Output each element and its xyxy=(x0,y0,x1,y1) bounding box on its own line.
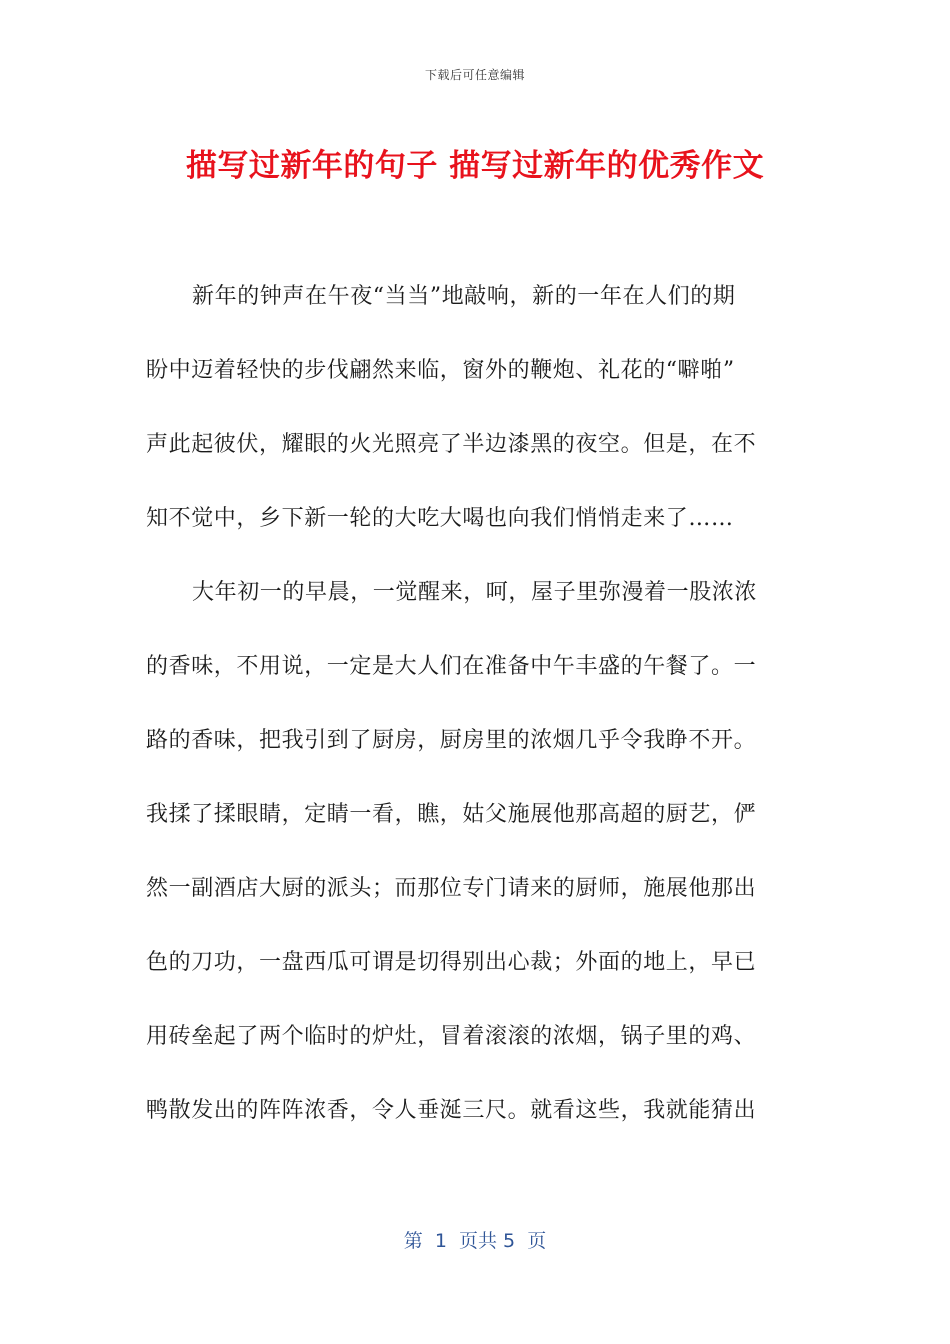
body-line: 的香味，不用说，一定是大人们在准备中午丰盛的午餐了。一 xyxy=(146,654,757,679)
body-line: 声此起彼伏，耀眼的火光照亮了半边漆黑的夜空。但是，在不 xyxy=(146,432,757,457)
body-line: 鸭散发出的阵阵浓香，令人垂涎三尺。就看这些，我就能猜出 xyxy=(146,1098,757,1123)
body-line: 路的香味，把我引到了厨房，厨房里的浓烟几乎令我睁不开。 xyxy=(146,728,757,753)
body-line: 盼中迈着轻快的步伐翩然来临，窗外的鞭炮、礼花的“噼啪” xyxy=(146,358,735,383)
body-line: 色的刀功，一盘西瓜可谓是切得别出心裁；外面的地上，早已 xyxy=(146,950,757,975)
document-title: 描写过新年的句子 描写过新年的优秀作文 xyxy=(185,148,765,184)
body-line: 大年初一的早晨，一觉醒来，呵，屋子里弥漫着一股浓浓 xyxy=(192,580,758,605)
page-number-footer: 第 1 页共 5 页 xyxy=(403,1230,547,1252)
body-line: 知不觉中，乡下新一轮的大吃大喝也向我们悄悄走来了…… xyxy=(146,506,734,531)
body-line: 新年的钟声在午夜“当当”地敲响，新的一年在人们的期 xyxy=(192,284,736,309)
body-line: 用砖垒起了两个临时的炉灶，冒着滚滚的浓烟，锅子里的鸡、 xyxy=(146,1024,757,1049)
body-line: 我揉了揉眼睛，定睛一看，瞧，姑父施展他那高超的厨艺，俨 xyxy=(146,802,757,827)
page-header-note: 下载后可任意编辑 xyxy=(424,68,525,82)
body-line: 然一副酒店大厨的派头；而那位专门请来的厨师，施展他那出 xyxy=(146,876,757,901)
